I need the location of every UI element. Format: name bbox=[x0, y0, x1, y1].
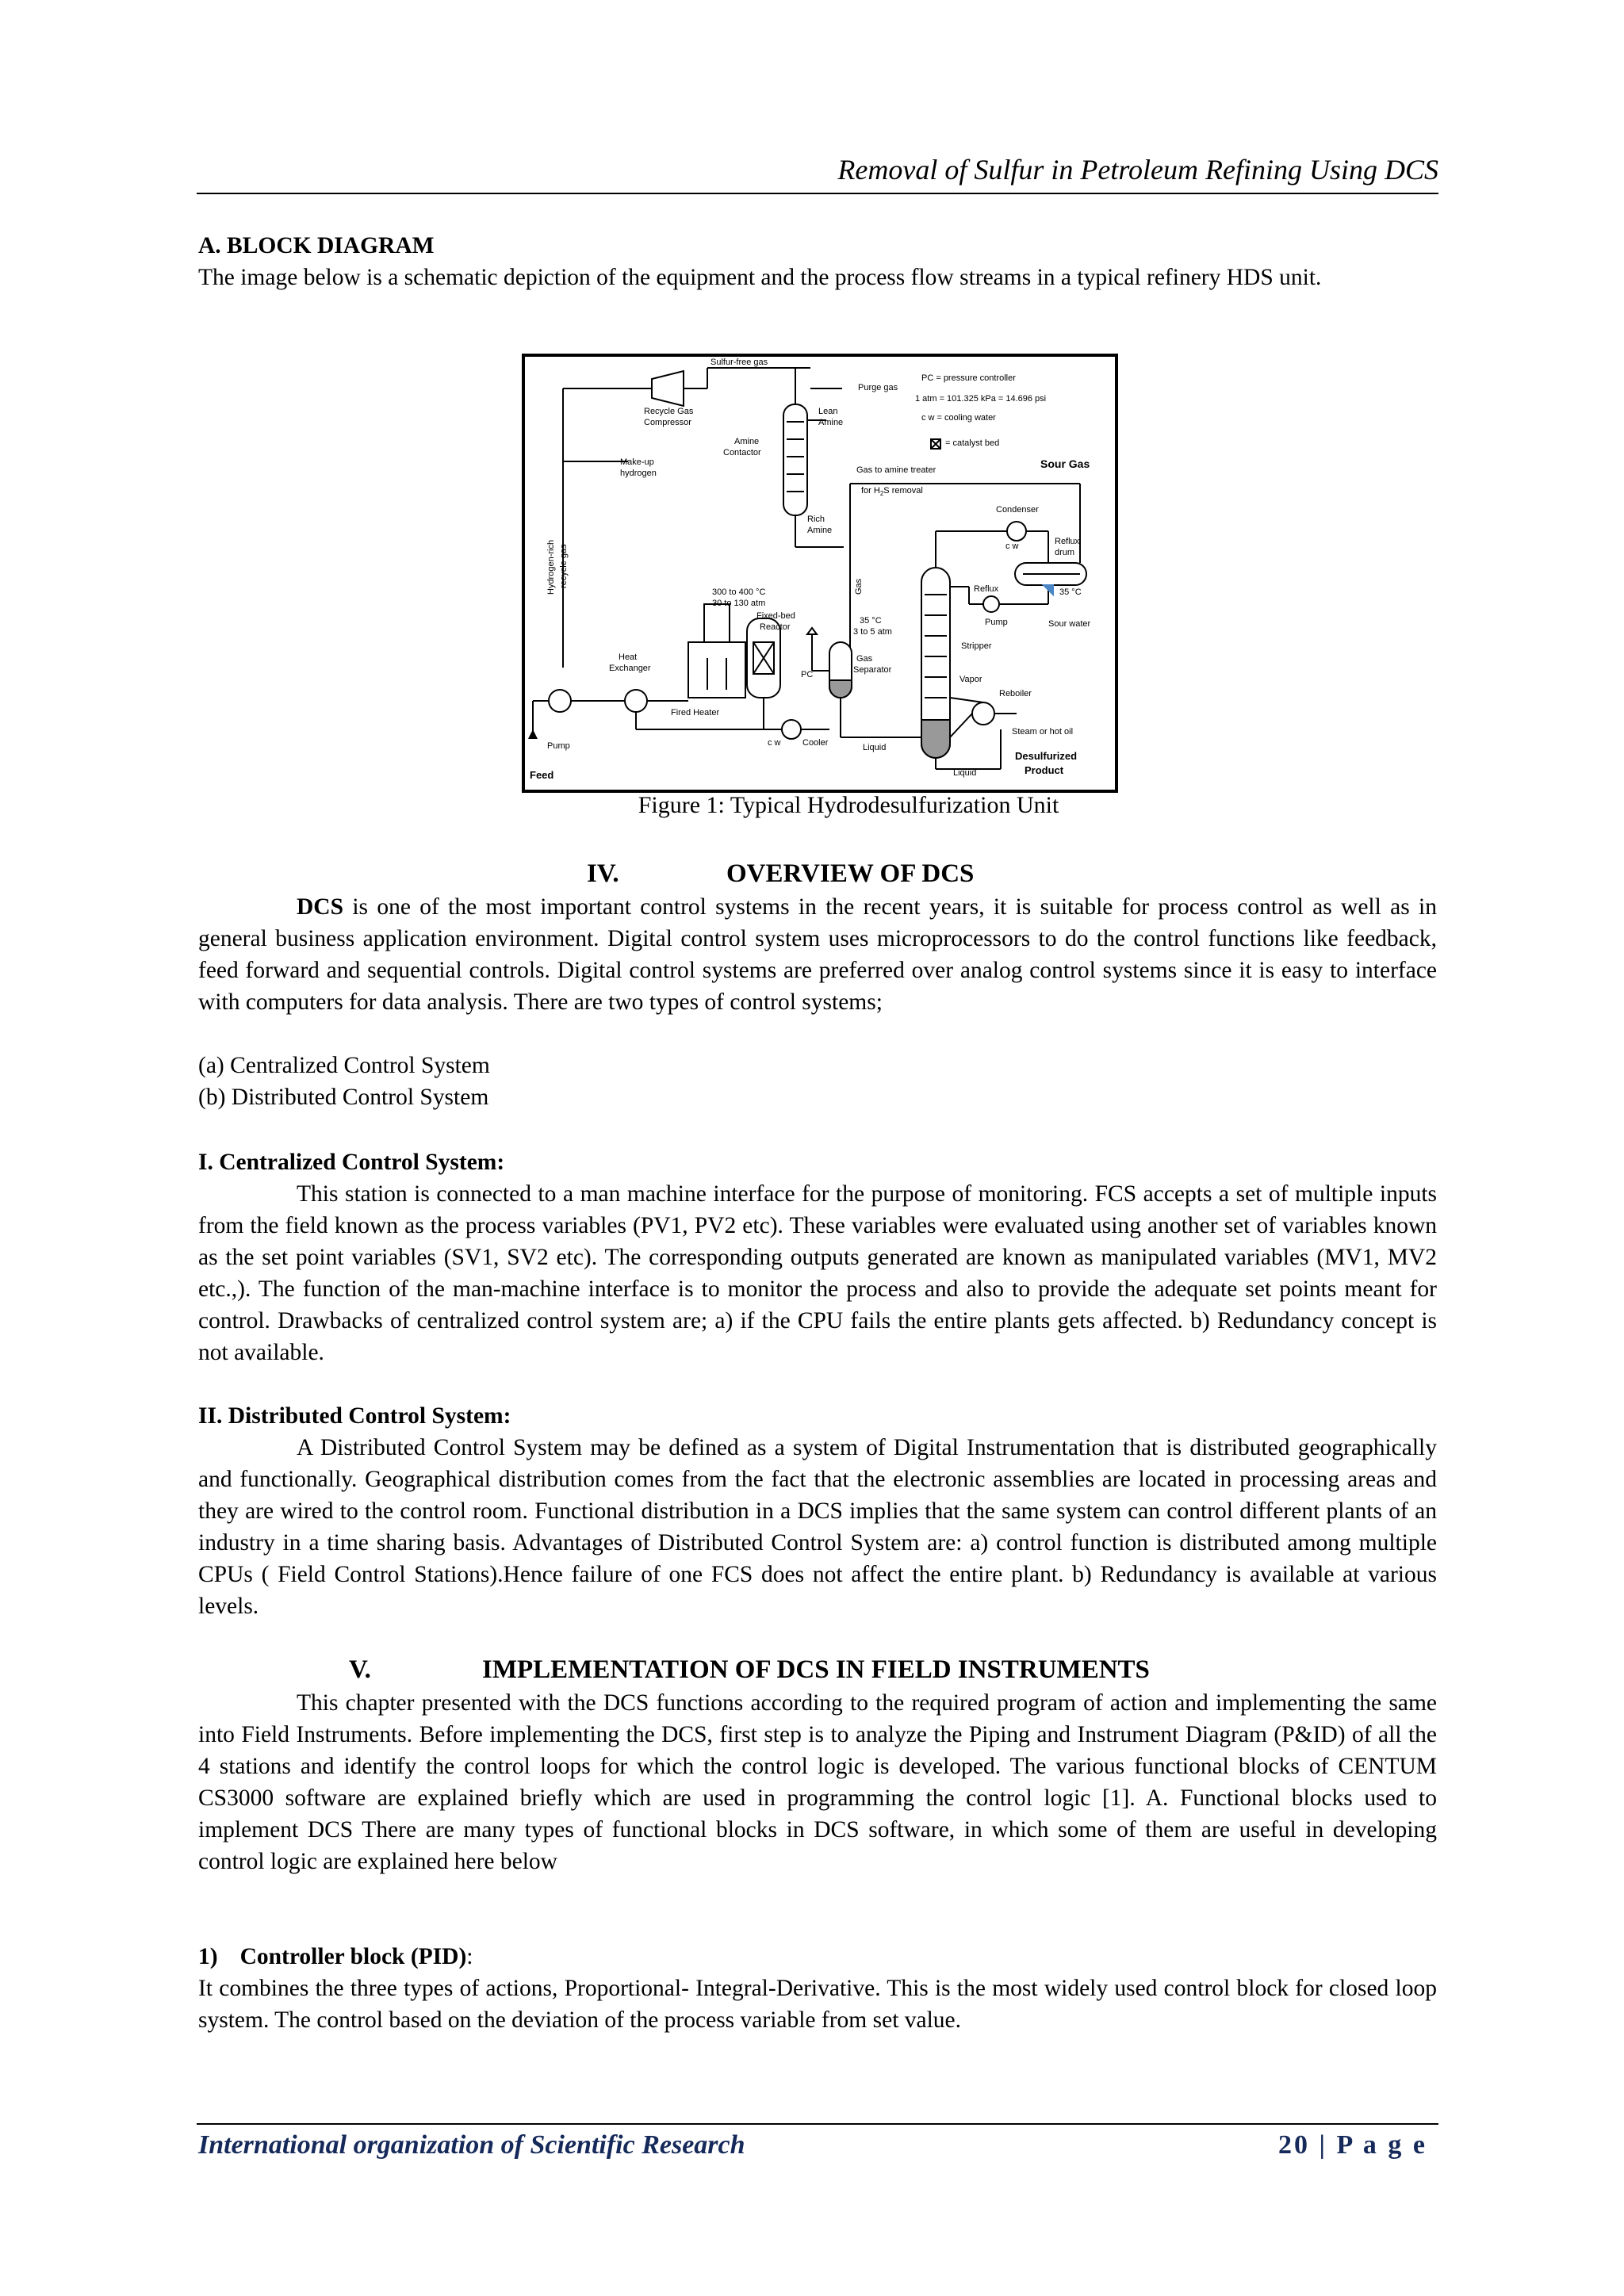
fig-label: Reactor bbox=[760, 622, 791, 632]
fig-label: Amine bbox=[807, 526, 833, 535]
fig-label: Feed bbox=[530, 769, 554, 781]
fig-label: PC = pressure controller bbox=[921, 373, 1016, 383]
heat-exchanger-icon bbox=[625, 690, 647, 712]
fig-label: 300 to 400 °C bbox=[712, 587, 766, 597]
fig-label: Recycle Gas bbox=[644, 407, 694, 416]
fig-label: Desulfurized bbox=[1015, 750, 1078, 762]
reflux-pump-icon bbox=[983, 596, 999, 612]
fig-label: Sour Gas bbox=[1040, 457, 1090, 470]
fig-label: Separator bbox=[853, 665, 892, 675]
fig-label: Gas bbox=[854, 578, 864, 595]
fig-label: Cooler bbox=[802, 738, 829, 748]
fig-label: Pump bbox=[985, 618, 1008, 627]
fig-label: PC bbox=[801, 670, 814, 679]
fig-label: for $H_2S$ removal bbox=[861, 486, 923, 497]
fig-label: Gas bbox=[856, 654, 873, 664]
fig-label: Exchanger bbox=[609, 664, 651, 673]
pid-heading: 1) Controller block (PID): bbox=[198, 1944, 473, 1969]
section-v-body: This chapter presented with the DCS functions according to the required program of action and implementing the same into Field Instruments. Before implementing the DCS, first step is to analyze the Piping and Instrument Diagram (P&ID) of all the 4 stations and identify the control loops for which the control logic is developed. The various functional blocks of CENTUM CS3000 software are explained briefly which are used in programming the control logic [1]. A. Functional blocks used to implement DCS There are many types of functional blocks in DCS software, in which some of them are useful in developing control logic are explained here below bbox=[198, 1690, 1437, 1874]
fig-label: = catalyst bed bbox=[945, 438, 1000, 448]
fig-label: Reboiler bbox=[999, 689, 1032, 698]
fig-label: c w bbox=[768, 738, 781, 748]
fig-label: Heat bbox=[619, 652, 638, 662]
fig-label: Contactor bbox=[723, 448, 761, 457]
fig-label: Liquid bbox=[953, 768, 977, 778]
fig-label: Reflux bbox=[974, 584, 999, 594]
fig-label: Lean bbox=[818, 407, 838, 416]
block-diagram-intro: The image below is a schematic depiction of the equipment and the process flow streams in a typical refinery HDS unit. bbox=[198, 265, 1322, 290]
fig-label: 30 to 130 atm bbox=[712, 599, 766, 608]
block-diagram-heading: A. BLOCK DIAGRAM bbox=[198, 233, 435, 258]
fig-label: recycle gas bbox=[559, 544, 569, 588]
distributed-heading: II. Distributed Control System: bbox=[198, 1403, 511, 1429]
reboiler-icon bbox=[972, 702, 994, 725]
centralized-heading: I. Centralized Control System: bbox=[198, 1150, 505, 1175]
figure-caption: Figure 1: Typical Hydrodesulfurization Unit bbox=[638, 792, 1059, 818]
fig-label: c w bbox=[1005, 541, 1019, 551]
section-iv-paragraph: DCS is one of the most important control systems in the recent years, it is suitable for process control as well as in general business application environment. Digital control system uses microprocessors to do the control functions like feedback, feed forward and sequential controls. Digital control systems are preferred over analog control systems since it is easy to interface with computers for data analysis. There are two types of control systems; bbox=[198, 894, 1437, 1015]
hds-schematic bbox=[525, 357, 1115, 790]
section-iv-title: OVERVIEW OF DCS bbox=[726, 859, 975, 888]
fig-label: Condenser bbox=[996, 505, 1039, 515]
fig-label: Compressor bbox=[644, 418, 691, 427]
running-title: Removal of Sulfur in Petroleum Refining Using DCS bbox=[837, 154, 1438, 186]
footer-page-number: 20 | P a g e bbox=[1278, 2130, 1427, 2160]
header-rule bbox=[197, 193, 1438, 194]
fig-label: c w = cooling water bbox=[921, 413, 996, 423]
fig-label: Hydrogen-rich bbox=[546, 539, 556, 595]
fig-label: Amine bbox=[818, 418, 844, 427]
feed-arrow-icon bbox=[528, 729, 538, 739]
cooler-icon bbox=[782, 720, 801, 739]
feed-pump-icon bbox=[549, 690, 571, 712]
list-item-a: (a) Centralized Control System bbox=[198, 1053, 490, 1078]
section-iv-number: IV. bbox=[587, 859, 619, 888]
fig-label: 3 to 5 atm bbox=[853, 627, 892, 637]
list-item-b: (b) Distributed Control System bbox=[198, 1085, 489, 1110]
section-v-number: V. bbox=[349, 1655, 371, 1684]
fig-label: Fired Heater bbox=[671, 708, 720, 718]
fig-label: Purge gas bbox=[858, 383, 898, 392]
footer-rule bbox=[197, 2123, 1438, 2125]
distributed-body: A Distributed Control System may be defined as a system of Digital Instrumentation that is distributed geographically and functionally. Geographical distribution comes from the fact that the electronic assemblies are located in processing areas and they are wired to the control room. Functional distribution in a DCS implies that the same system can control different plants of an industry in a time sharing basis. Advantages of Distributed Control System are: a) control function is distributed among multiple CPUs ( Field Control Stations).Hence failure of one FCS does not affect the entire plant. b) Redundancy is available at various levels. bbox=[198, 1435, 1437, 1619]
fig-label: Steam or hot oil bbox=[1012, 727, 1074, 737]
fig-label: 35 °C bbox=[860, 616, 882, 626]
fig-label: Reflux bbox=[1055, 537, 1080, 546]
fig-label: Rich bbox=[807, 515, 825, 524]
fig-label: Pump bbox=[547, 741, 570, 751]
fig-label: Liquid bbox=[863, 743, 887, 752]
fig-label: 1 atm = 101.325 kPa = 14.696 psi bbox=[915, 394, 1047, 404]
fig-label: Vapor bbox=[959, 675, 982, 684]
condenser-icon bbox=[1007, 522, 1026, 541]
fig-label: Make-up bbox=[620, 457, 654, 467]
footer-journal: International organization of Scientific Research bbox=[198, 2130, 745, 2160]
fig-label: Sour water bbox=[1048, 619, 1091, 629]
fig-label: Gas to amine treater bbox=[856, 465, 936, 475]
section-v-title: IMPLEMENTATION OF DCS IN FIELD INSTRUMENTS bbox=[482, 1655, 1150, 1684]
fired-heater-icon bbox=[688, 642, 745, 698]
fig-label: Stripper bbox=[961, 641, 992, 651]
fig-label: hydrogen bbox=[620, 469, 657, 478]
pid-body: It combines the three types of actions, Proportional- Integral-Derivative. This is the most widely used control block for closed loop system. The control based on the deviation of the process variable from set value. bbox=[198, 1976, 1437, 2033]
centralized-body: This station is connected to a man machine interface for the purpose of monitoring. FCS accepts a set of multiple inputs from the field known as the process variables (PV1, PV2 etc). These variables were evaluated using another set of variables known as the set point variables (SV1, SV2 etc). The corresponding outputs generated are known as manipulated variables (MV1, MV2 etc.,). The function of the man-machine interface is to monitor the process and also to provide the adequate set points meant for control. Drawbacks of centralized control system are; a) if the CPU fails the entire plants gets affected. b) Redundancy concept is not available. bbox=[198, 1181, 1437, 1365]
fig-label: 35 °C bbox=[1059, 587, 1082, 597]
fig-label: Fixed-bed bbox=[756, 611, 795, 621]
fig-label: Amine bbox=[734, 437, 760, 446]
hds-figure bbox=[522, 354, 1118, 793]
fig-label: Sulfur-free gas bbox=[710, 358, 768, 367]
compressor-icon bbox=[652, 371, 684, 406]
fig-label: drum bbox=[1055, 548, 1075, 557]
fig-label: Product bbox=[1025, 764, 1064, 776]
